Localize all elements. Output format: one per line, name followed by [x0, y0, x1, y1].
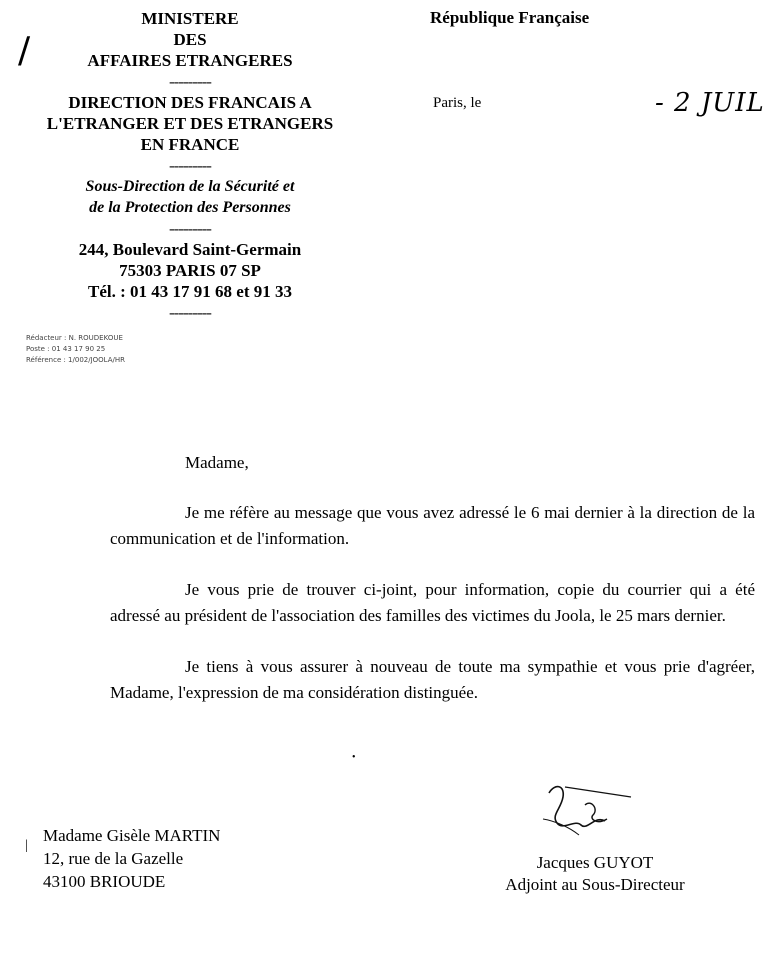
address-city: 75303 PARIS 07 SP — [119, 261, 261, 280]
signer-name: Jacques GUYOT — [536, 853, 654, 872]
ministry-line-3: AFFAIRES ETRANGERES — [87, 51, 293, 70]
signature-image — [535, 775, 645, 845]
addressee-name: Madame Gisèle MARTIN — [43, 826, 221, 845]
direction-line-2: L'ETRANGER ET DES ETRANGERS — [46, 114, 334, 133]
direction-line-3: EN FRANCE — [140, 135, 240, 154]
addressee-block — [43, 824, 220, 893]
paragraph-3: Je tiens à vous assurer à nouveau de toute ma sympathie et vous prie d'agréer, Madame, l'expression de ma considération distinguée. — [110, 657, 755, 702]
paragraph-2: Je vous prie de trouver ci-joint, pour information, copie du courrier qui a été adressé au président de l'association des familles des victimes du Joola, le 25 mars dernier. — [110, 580, 755, 625]
margin-tick: | — [25, 838, 28, 853]
subdirection-line-2: de la Protection des Personnes — [89, 199, 291, 216]
reference-block — [26, 333, 125, 366]
margin-slash-mark: / — [18, 30, 31, 71]
signer-title: Adjoint au Sous-Directeur — [505, 875, 685, 894]
place-date: Paris, le — [433, 95, 482, 111]
paragraph-1: Je me réfère au message que vous avez adressé le 6 mai dernier à la direction de la communication et de l'information. — [110, 503, 755, 548]
ministry-line-1: MINISTERE — [141, 9, 239, 28]
address-phone: Tél. : 01 43 17 91 68 et 91 33 — [88, 282, 292, 301]
republique-heading: République Française — [430, 8, 590, 27]
letterhead — [40, 8, 340, 323]
ministry-line-2: DES — [173, 30, 207, 49]
ref-reference: Référence : 1/002/JOOLA/HR — [26, 356, 126, 364]
salutation: Madame, — [185, 453, 249, 472]
stray-dot: • — [352, 752, 356, 763]
separator: --------- — [169, 303, 211, 322]
ref-redacteur: Rédacteur : N. ROUDEKOUE — [26, 334, 123, 342]
letter-body — [110, 500, 755, 731]
subdirection-line-1: Sous-Direction de la Sécurité et — [85, 178, 295, 195]
addressee-street: 12, rue de la Gazelle — [43, 849, 184, 868]
separator: --------- — [169, 156, 211, 175]
addressee-city: 43100 BRIOUDE — [43, 872, 166, 891]
handwritten-date: - 2 JUIL — [655, 88, 765, 118]
separator: --------- — [169, 219, 211, 238]
address-street: 244, Boulevard Saint-Germain — [78, 240, 302, 259]
signer-block — [500, 852, 690, 896]
direction-line-1: DIRECTION DES FRANCAIS A — [68, 93, 312, 112]
ref-poste: Poste : 01 43 17 90 25 — [26, 345, 106, 353]
separator: --------- — [169, 72, 211, 91]
